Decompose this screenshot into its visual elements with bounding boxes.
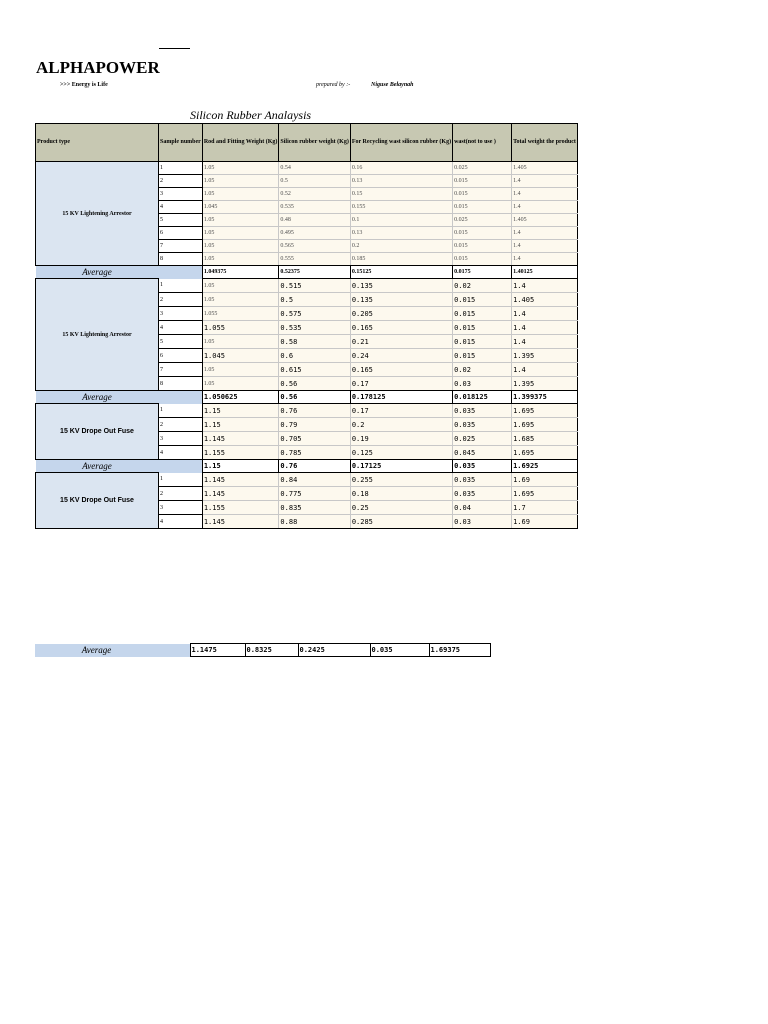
sheet-title: Silicon Rubber Analaysis	[190, 108, 312, 122]
average-label: Average	[36, 266, 159, 279]
product-type-cell[interactable]: 15 KV Lightening Arrestor	[36, 162, 159, 266]
average-spacer	[159, 266, 203, 279]
average-value-cell[interactable]: 0.52375	[279, 266, 350, 279]
value-cell[interactable]: 1.405	[512, 214, 578, 227]
sample-number-cell[interactable]: 2	[159, 487, 203, 501]
analysis-table	[35, 123, 578, 529]
value-cell[interactable]: 0.125	[350, 446, 452, 460]
value-cell[interactable]: 1.05	[202, 363, 279, 377]
value-cell[interactable]: 0.035	[453, 473, 512, 487]
value-cell[interactable]: 0.015	[453, 321, 512, 335]
value-cell[interactable]: 0.015	[453, 293, 512, 307]
value-cell[interactable]: 1.695	[512, 418, 578, 432]
value-cell[interactable]: 1.405	[512, 162, 578, 175]
value-cell[interactable]: 1.685	[512, 432, 578, 446]
sample-number-cell[interactable]: 8	[159, 377, 203, 391]
value-cell[interactable]: 0.615	[279, 363, 350, 377]
value-cell[interactable]: 0.785	[279, 446, 350, 460]
value-cell[interactable]: 0.015	[453, 253, 512, 266]
value-cell[interactable]: 0.775	[279, 487, 350, 501]
value-cell[interactable]: 1.145	[202, 515, 279, 529]
sample-number-cell[interactable]: 7	[159, 363, 203, 377]
value-cell[interactable]: 1.145	[202, 473, 279, 487]
value-cell[interactable]: 1.05	[202, 214, 279, 227]
value-cell[interactable]: 1.69	[512, 515, 578, 529]
value-cell[interactable]: 1.4	[512, 279, 578, 293]
value-cell[interactable]: 1.15	[202, 404, 279, 418]
value-cell[interactable]: 1.695	[512, 404, 578, 418]
value-cell[interactable]: 0.515	[279, 279, 350, 293]
value-cell[interactable]: 1.4	[512, 175, 578, 188]
value-cell[interactable]: 1.155	[202, 501, 279, 515]
value-cell[interactable]: 1.05	[202, 227, 279, 240]
value-cell[interactable]: 0.015	[453, 240, 512, 253]
product-type-cell[interactable]: 15 KV Drope Out Fuse	[36, 473, 159, 529]
author-name: Niguse Belaynah	[371, 82, 414, 88]
value-cell[interactable]: 0.705	[279, 432, 350, 446]
average-value-cell[interactable]: 1.69375	[429, 644, 490, 657]
value-cell[interactable]: 0.2	[350, 418, 452, 432]
company-name: ALPHAPOWER	[36, 58, 160, 77]
value-cell[interactable]: 0.035	[453, 418, 512, 432]
header-rod-fitting-weight[interactable]: Rod and Fitting Weight (Kg)	[202, 124, 279, 162]
average-value-cell[interactable]: 1.40125	[512, 266, 578, 279]
value-cell[interactable]: 0.165	[350, 363, 452, 377]
value-cell[interactable]: 0.84	[279, 473, 350, 487]
sample-number-cell[interactable]: 6	[159, 349, 203, 363]
value-cell[interactable]: 1.69	[512, 473, 578, 487]
value-cell[interactable]: 0.56	[279, 377, 350, 391]
sample-number-cell[interactable]: 1	[159, 162, 203, 175]
value-cell[interactable]: 0.035	[453, 404, 512, 418]
average-label: Average	[36, 391, 159, 404]
sample-number-cell[interactable]: 4	[159, 515, 203, 529]
value-cell[interactable]: 0.03	[453, 515, 512, 529]
value-cell[interactable]: 0.035	[453, 487, 512, 501]
average-value-cell[interactable]: 0.0175	[453, 266, 512, 279]
value-cell[interactable]: 1.4	[512, 201, 578, 214]
value-cell[interactable]: 0.5	[279, 175, 350, 188]
sample-number-cell[interactable]: 6	[159, 227, 203, 240]
value-cell[interactable]: 1.05	[202, 335, 279, 349]
value-cell[interactable]: 1.7	[512, 501, 578, 515]
average-value-cell[interactable]: 1.1475	[190, 644, 245, 657]
product-type-cell[interactable]: 15 KV Drope Out Fuse	[36, 404, 159, 460]
value-cell[interactable]: 1.15	[202, 418, 279, 432]
value-cell[interactable]: 1.145	[202, 487, 279, 501]
value-cell[interactable]: 0.555	[279, 253, 350, 266]
value-cell[interactable]: 1.055	[202, 307, 279, 321]
average-value-cell[interactable]: 1.049375	[202, 266, 279, 279]
value-cell[interactable]: 1.4	[512, 363, 578, 377]
header-sample-number[interactable]: Sample number	[159, 124, 203, 162]
value-cell[interactable]: 1.4	[512, 253, 578, 266]
value-cell[interactable]: 1.395	[512, 349, 578, 363]
sample-number-cell[interactable]: 2	[159, 418, 203, 432]
sample-number-cell[interactable]: 5	[159, 214, 203, 227]
header-recycling-waste[interactable]: For Recycling wast silicon rubber (Kg)	[350, 124, 452, 162]
value-cell[interactable]: 1.695	[512, 487, 578, 501]
value-cell[interactable]: 0.015	[453, 201, 512, 214]
average-value-cell[interactable]: 1.399375	[512, 391, 578, 404]
average-value-cell[interactable]: 1.050625	[202, 391, 279, 404]
value-cell[interactable]: 0.025	[453, 214, 512, 227]
value-cell[interactable]: 0.6	[279, 349, 350, 363]
value-cell[interactable]: 1.4	[512, 240, 578, 253]
value-cell[interactable]: 1.05	[202, 188, 279, 201]
table-row	[36, 162, 578, 175]
value-cell[interactable]: 0.17	[350, 404, 452, 418]
value-cell[interactable]: 0.255	[350, 473, 452, 487]
average-label: Average	[36, 460, 159, 473]
value-cell[interactable]: 0.835	[279, 501, 350, 515]
average-value-cell[interactable]: 0.15125	[350, 266, 452, 279]
average-value-cell[interactable]: 0.76	[279, 460, 350, 473]
value-cell[interactable]: 1.055	[202, 321, 279, 335]
value-cell[interactable]: 0.135	[350, 293, 452, 307]
value-cell[interactable]: 0.285	[350, 515, 452, 529]
value-cell[interactable]: 0.76	[279, 404, 350, 418]
sample-number-cell[interactable]: 1	[159, 279, 203, 293]
value-cell[interactable]: 0.135	[350, 279, 452, 293]
header-product-type[interactable]: Product type	[36, 124, 159, 162]
value-cell[interactable]: 0.52	[279, 188, 350, 201]
tagline: >>> Energy is Life	[60, 82, 108, 88]
value-cell[interactable]: 0.165	[350, 321, 452, 335]
average-value-cell[interactable]: 0.178125	[350, 391, 452, 404]
value-cell[interactable]: 0.13	[350, 175, 452, 188]
value-cell[interactable]: 0.17	[350, 377, 452, 391]
value-cell[interactable]: 1.145	[202, 432, 279, 446]
sample-number-cell[interactable]: 5	[159, 335, 203, 349]
sample-number-cell[interactable]: 2	[159, 175, 203, 188]
value-cell[interactable]: 0.535	[279, 321, 350, 335]
sample-number-cell[interactable]: 3	[159, 307, 203, 321]
value-cell[interactable]: 0.015	[453, 175, 512, 188]
average-label: Average	[35, 644, 158, 657]
value-cell[interactable]: 0.48	[279, 214, 350, 227]
value-cell[interactable]: 0.025	[453, 432, 512, 446]
average-row	[35, 644, 490, 657]
value-cell[interactable]: 0.045	[453, 446, 512, 460]
value-cell[interactable]: 0.79	[279, 418, 350, 432]
header-waste-not-use[interactable]: wast(not to use )	[453, 124, 512, 162]
value-cell[interactable]: 0.205	[350, 307, 452, 321]
value-cell[interactable]: 0.19	[350, 432, 452, 446]
value-cell[interactable]: 0.155	[350, 201, 452, 214]
average-value-cell[interactable]: 0.018125	[453, 391, 512, 404]
value-cell[interactable]: 0.04	[453, 501, 512, 515]
value-cell[interactable]: 1.05	[202, 240, 279, 253]
value-cell[interactable]: 0.535	[279, 201, 350, 214]
header-total-weight[interactable]: Total weight the product	[512, 124, 578, 162]
product-type-cell[interactable]: 15 KV Lightening Arrestor	[36, 279, 159, 391]
average-row	[36, 391, 578, 404]
top-rule	[159, 48, 190, 49]
value-cell[interactable]: 0.015	[453, 349, 512, 363]
sample-number-cell[interactable]: 3	[159, 501, 203, 515]
value-cell[interactable]: 0.16	[350, 162, 452, 175]
average-spacer	[159, 460, 203, 473]
value-cell[interactable]: 0.54	[279, 162, 350, 175]
value-cell[interactable]: 0.5	[279, 293, 350, 307]
value-cell[interactable]: 0.24	[350, 349, 452, 363]
value-cell[interactable]: 0.21	[350, 335, 452, 349]
value-cell[interactable]: 0.15	[350, 188, 452, 201]
table-row	[36, 279, 578, 293]
value-cell[interactable]: 1.4	[512, 321, 578, 335]
sample-number-cell[interactable]: 4	[159, 201, 203, 214]
value-cell[interactable]: 0.1	[350, 214, 452, 227]
table-row	[36, 473, 578, 487]
value-cell[interactable]: 0.18	[350, 487, 452, 501]
value-cell[interactable]: 1.045	[202, 349, 279, 363]
value-cell[interactable]: 0.2	[350, 240, 452, 253]
sample-number-cell[interactable]: 2	[159, 293, 203, 307]
final-average-table	[35, 643, 491, 657]
average-row	[36, 460, 578, 473]
sample-number-cell[interactable]: 3	[159, 188, 203, 201]
value-cell[interactable]: 1.05	[202, 279, 279, 293]
average-value-cell[interactable]: 1.6925	[512, 460, 578, 473]
value-cell[interactable]: 0.015	[453, 188, 512, 201]
value-cell[interactable]: 1.395	[512, 377, 578, 391]
value-cell[interactable]: 1.405	[512, 293, 578, 307]
average-spacer	[159, 391, 203, 404]
average-value-cell[interactable]: 0.56	[279, 391, 350, 404]
value-cell[interactable]: 1.4	[512, 307, 578, 321]
sample-number-cell[interactable]: 8	[159, 253, 203, 266]
table-row	[36, 404, 578, 418]
value-cell[interactable]: 0.88	[279, 515, 350, 529]
average-value-cell[interactable]: 0.8325	[245, 644, 298, 657]
value-cell[interactable]: 1.05	[202, 162, 279, 175]
value-cell[interactable]: 1.695	[512, 446, 578, 460]
value-cell[interactable]: 1.05	[202, 377, 279, 391]
average-value-cell[interactable]: 0.17125	[350, 460, 452, 473]
average-value-cell[interactable]: 0.2425	[298, 644, 370, 657]
value-cell[interactable]: 0.025	[453, 162, 512, 175]
value-cell[interactable]: 1.4	[512, 188, 578, 201]
value-cell[interactable]: 1.05	[202, 253, 279, 266]
sample-number-cell[interactable]: 1	[159, 473, 203, 487]
value-cell[interactable]: 0.25	[350, 501, 452, 515]
value-cell[interactable]: 0.495	[279, 227, 350, 240]
sample-number-cell[interactable]: 3	[159, 432, 203, 446]
value-cell[interactable]: 1.4	[512, 335, 578, 349]
value-cell[interactable]: 0.185	[350, 253, 452, 266]
value-cell[interactable]: 0.575	[279, 307, 350, 321]
sample-number-cell[interactable]: 4	[159, 321, 203, 335]
header-silicon-rubber-weight[interactable]: Silicon rubber weight (Kg)	[279, 124, 350, 162]
value-cell[interactable]: 0.03	[453, 377, 512, 391]
value-cell[interactable]: 0.13	[350, 227, 452, 240]
value-cell[interactable]: 0.015	[453, 335, 512, 349]
value-cell[interactable]: 0.565	[279, 240, 350, 253]
value-cell[interactable]: 1.045	[202, 201, 279, 214]
average-spacer	[158, 644, 190, 657]
value-cell[interactable]: 1.05	[202, 293, 279, 307]
average-value-cell[interactable]: 0.035	[370, 644, 429, 657]
value-cell[interactable]: 1.155	[202, 446, 279, 460]
value-cell[interactable]: 1.4	[512, 227, 578, 240]
prepared-by-label: prepared by :-	[316, 82, 351, 88]
value-cell[interactable]: 0.02	[453, 279, 512, 293]
value-cell[interactable]: 0.015	[453, 307, 512, 321]
value-cell[interactable]: 0.015	[453, 227, 512, 240]
value-cell[interactable]: 1.05	[202, 175, 279, 188]
sample-number-cell[interactable]: 7	[159, 240, 203, 253]
value-cell[interactable]: 0.02	[453, 363, 512, 377]
average-row	[36, 266, 578, 279]
average-value-cell[interactable]: 0.035	[453, 460, 512, 473]
sample-number-cell[interactable]: 4	[159, 446, 203, 460]
value-cell[interactable]: 0.58	[279, 335, 350, 349]
sample-number-cell[interactable]: 1	[159, 404, 203, 418]
average-value-cell[interactable]: 1.15	[202, 460, 279, 473]
